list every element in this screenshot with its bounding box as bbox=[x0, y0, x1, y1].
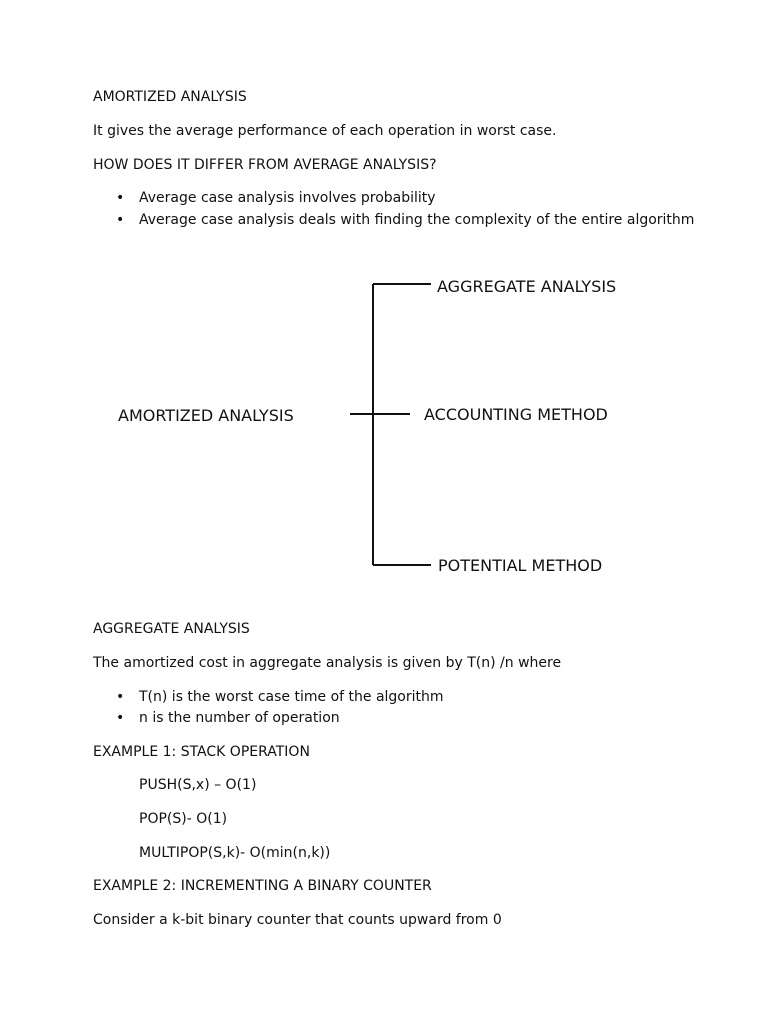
example2-heading: EXAMPLE 2: INCREMENTING A BINARY COUNTER bbox=[93, 878, 432, 894]
aggregate-bullet-2: n is the number of operation bbox=[139, 710, 340, 726]
diagram-branch-potential: POTENTIAL METHOD bbox=[438, 556, 603, 575]
diagram-root-label: AMORTIZED ANALYSIS bbox=[118, 406, 294, 425]
question-heading: HOW DOES IT DIFFER FROM AVERAGE ANALYSIS? bbox=[93, 157, 437, 173]
aggregate-description: The amortized cost in aggregate analysis is given by T(n) /n where bbox=[93, 655, 562, 671]
example1-op-pop: POP(S)- O(1) bbox=[139, 811, 228, 827]
bullet-dot: • bbox=[116, 710, 125, 726]
diff-bullet-2: Average case analysis deals with finding the complexity of the entire algorithm bbox=[139, 212, 695, 228]
bullet-dot: • bbox=[116, 689, 125, 705]
intro-paragraph: It gives the average performance of each operation in worst case. bbox=[93, 123, 557, 139]
example2-description: Consider a k-bit binary counter that counts upward from 0 bbox=[93, 912, 502, 928]
bullet-dot: • bbox=[116, 190, 125, 206]
aggregate-bullet-1: T(n) is the worst case time of the algorithm bbox=[139, 689, 444, 705]
example1-heading: EXAMPLE 1: STACK OPERATION bbox=[93, 744, 310, 760]
diagram-branch-aggregate: AGGREGATE ANALYSIS bbox=[437, 277, 617, 296]
diagram-branch-accounting: ACCOUNTING METHOD bbox=[424, 405, 608, 424]
example1-op-push: PUSH(S,x) – O(1) bbox=[139, 777, 257, 793]
diff-bullet-1: Average case analysis involves probability bbox=[139, 190, 436, 206]
example1-op-multipop: MULTIPOP(S,k)- O(min(n,k)) bbox=[139, 845, 331, 861]
section-heading: AMORTIZED ANALYSIS bbox=[93, 89, 247, 105]
bullet-dot: • bbox=[116, 212, 125, 228]
aggregate-heading: AGGREGATE ANALYSIS bbox=[93, 621, 250, 637]
